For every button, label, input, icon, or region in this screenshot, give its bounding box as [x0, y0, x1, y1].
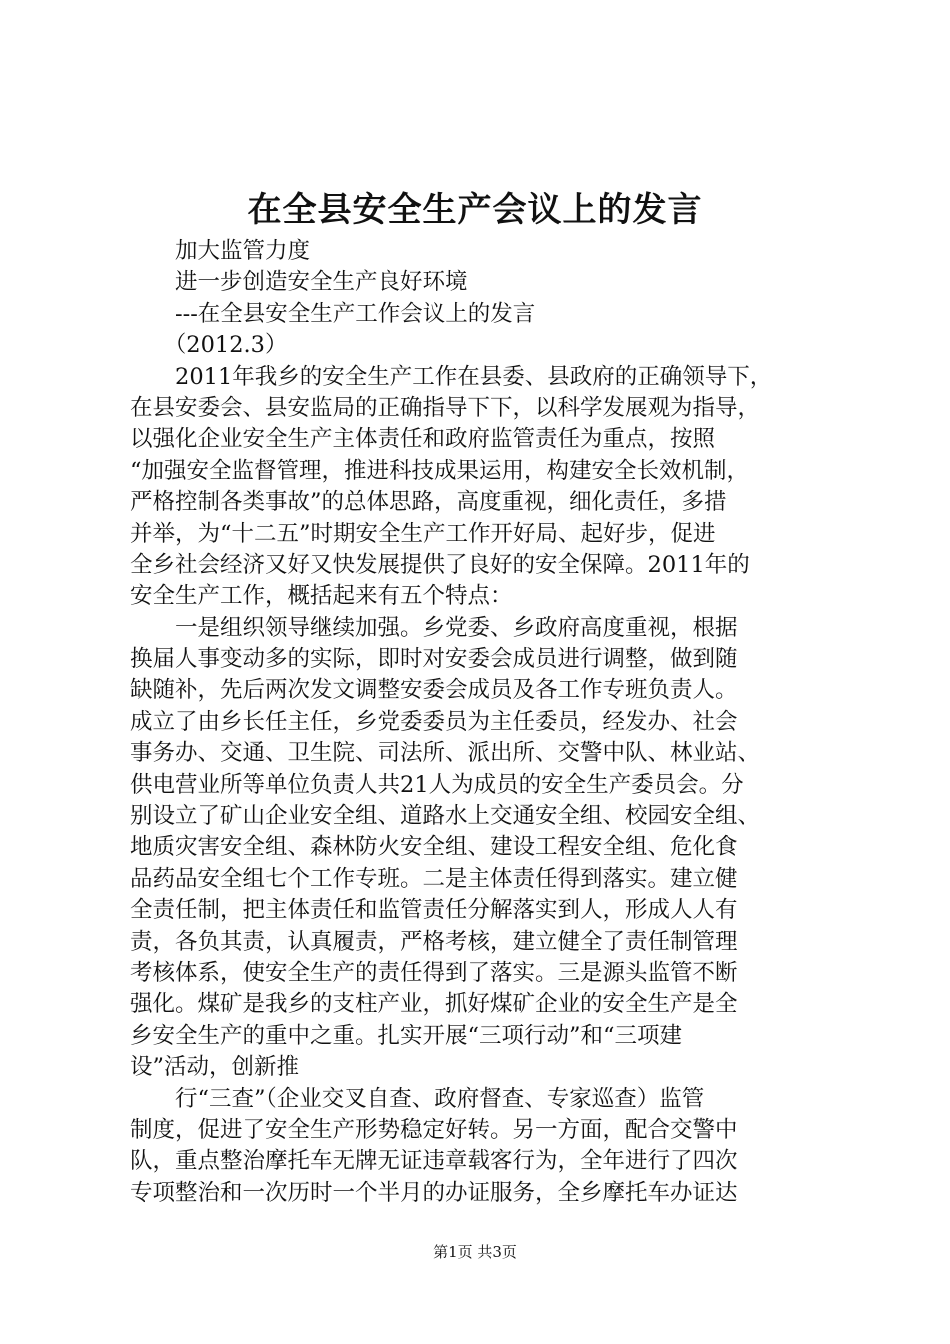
text-line: 别设立了矿山企业安全组、道路水上交通安全组、校园安全组、 — [130, 803, 761, 830]
text-line: 专项整治和一次历时一个半月的办证服务，全乡摩托车办证达 — [130, 1179, 738, 1206]
text-line: ---在全县安全生产工作会议上的发言 — [130, 300, 536, 327]
document-body — [130, 236, 830, 1209]
text-line: 以强化企业安全生产主体责任和政府监管责任为重点，按照 — [130, 426, 716, 453]
text-line: 并举，为“十二五”时期安全生产工作开好局、起好步，促进 — [130, 520, 716, 547]
text-line: 严格控制各类事故”的总体思路，高度重视，细化责任，多措 — [130, 489, 727, 516]
text-line: 加大监管力度 — [130, 238, 311, 264]
text-line: 供电营业所等单位负责人共21人为成员的安全生产委员会。分 — [130, 771, 744, 798]
text-line: 乡安全生产的重中之重。扎实开展“三项行动”和“三项建 — [130, 1022, 683, 1049]
text-line: 成立了由乡长任主任，乡党委委员为主任委员，经发办、社会 — [130, 708, 738, 735]
document-title: 在全县安全生产会议上的发言 — [247, 190, 703, 230]
text-line: 安全生产工作，概括起来有五个特点： — [130, 583, 513, 610]
text-line: 事务办、交通、卫生院、司法所、派出所、交警中队、林业站、 — [130, 740, 761, 767]
text-line: 2011年我乡的安全生产工作在县委、县政府的正确领导下， — [130, 363, 773, 390]
text-line: 队，重点整治摩托车无牌无证违章载客行为，全年进行了四次 — [130, 1148, 738, 1175]
text-line: 缺随补，先后两次发文调整安委会成员及各工作专班负责人。 — [130, 677, 738, 704]
text-line: 地质灾害安全组、森林防火安全组、建设工程安全组、危化食 — [130, 834, 738, 861]
text-line: 强化。煤矿是我乡的支柱产业，抓好煤矿企业的安全生产是全 — [130, 991, 738, 1018]
text-line: 行“三查”（企业交叉自查、政府督查、专家巡查）监管 — [130, 1085, 705, 1112]
text-line: 设”活动，创新推 — [130, 1054, 300, 1081]
text-line: 在县安委会、县安监局的正确指导下下，以科学发展观为指导， — [130, 394, 761, 421]
text-line: 责，各负其责，认真履责，严格考核，建立健全了责任制管理 — [130, 928, 738, 955]
text-line: 一是组织领导继续加强。乡党委、乡政府高度重视，根据 — [130, 614, 738, 641]
text-line: （2012.3） — [130, 332, 288, 359]
text-line: 全责任制，把主体责任和监管责任分解落实到人，形成人人有 — [130, 897, 738, 924]
text-line: 进一步创造安全生产良好环境 — [130, 269, 468, 296]
page-footer: 第1页 共3页 — [433, 1243, 517, 1261]
text-line: “加强安全监督管理，推进科技成果运用，构建安全长效机制， — [130, 457, 750, 484]
text-line: 全乡社会经济又好又快发展提供了良好的安全保障。2011年的 — [130, 551, 750, 578]
text-line: 品药品安全组七个工作专班。二是主体责任得到落实。建立健 — [130, 865, 738, 892]
text-line: 制度，促进了安全生产形势稳定好转。另一方面，配合交警中 — [130, 1116, 738, 1143]
text-line: 考核体系，使安全生产的责任得到了落实。三是源头监管不断 — [130, 959, 738, 986]
text-line: 换届人事变动多的实际，即时对安委会成员进行调整，做到随 — [130, 646, 738, 673]
